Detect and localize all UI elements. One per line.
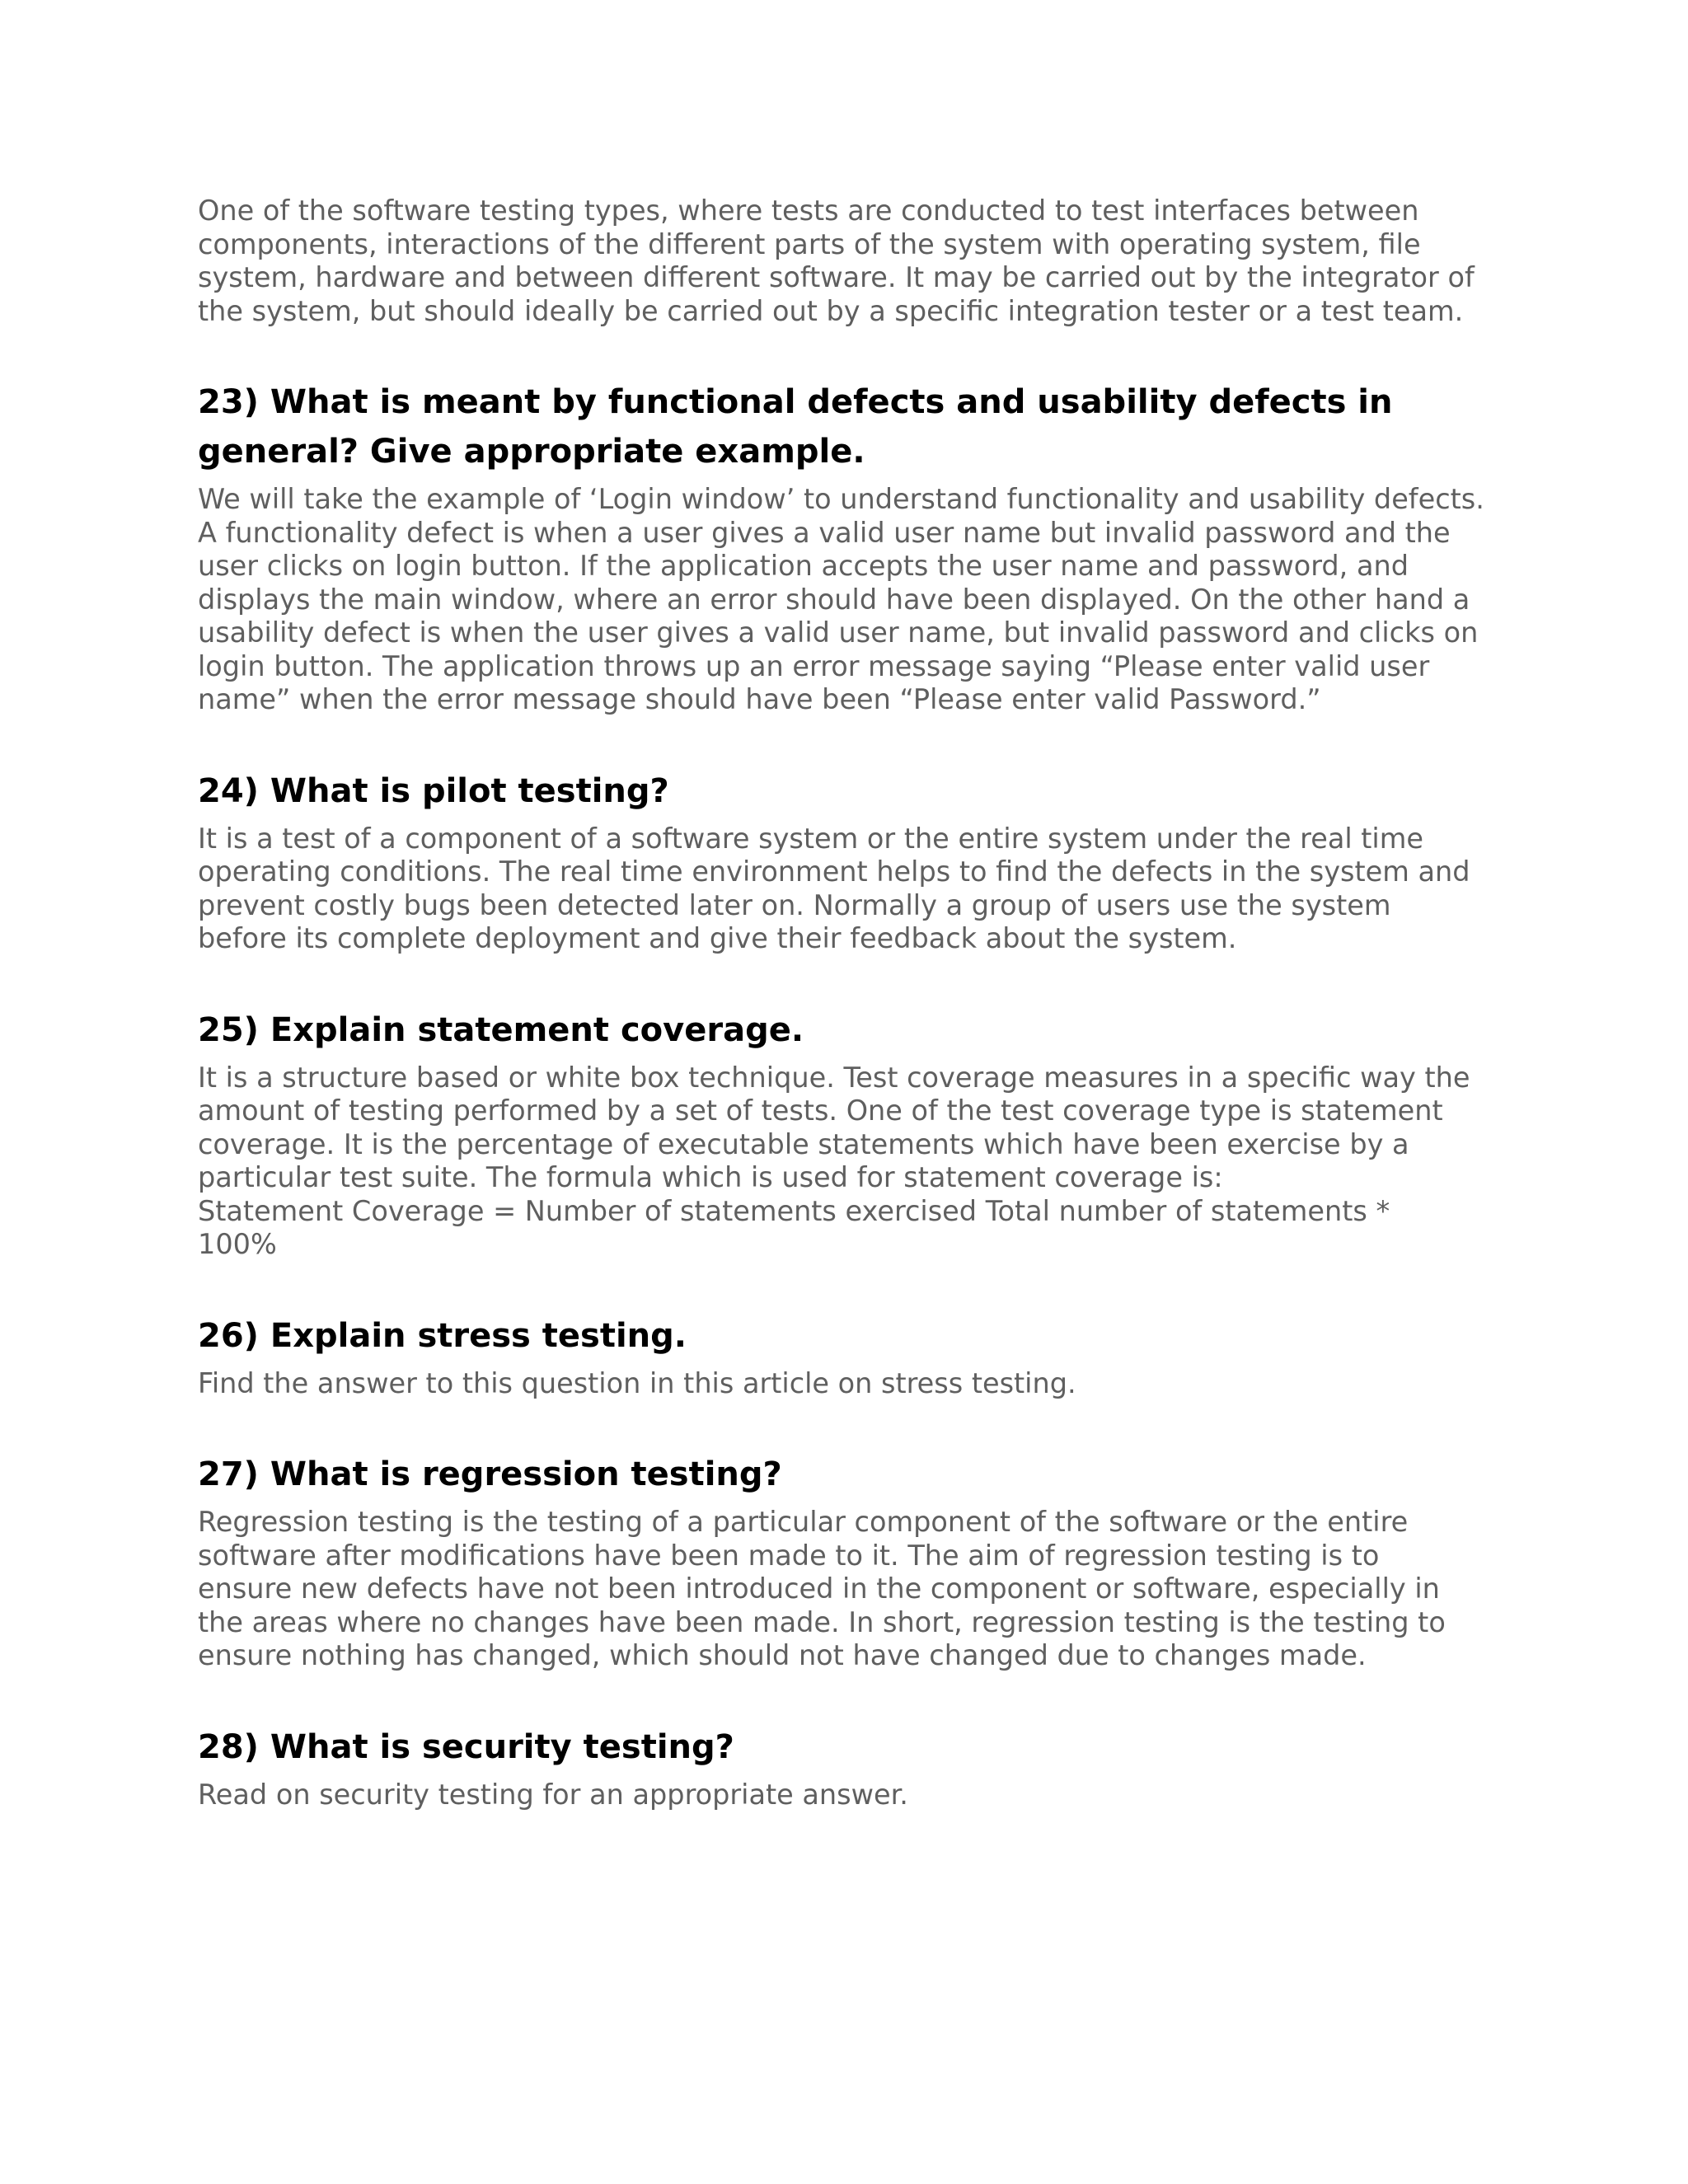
intro-paragraph: One of the software testing types, where tests are conducted to test interfaces between components, interactions of the different parts of the system with operating system, file system, hardware and between different software. It may be carried out by the integrator of the system, but should ideally be carried out by a specific integration tester or a test team. [198,194,1475,327]
section-body: It is a structure based or white box technique. Test coverage measures in a specific way the amount of testing performed by a set of tests. One of the test coverage type is statement coverage. It is the percentage of executable statements which have been exercise by a particular test suite. The formula which is used for statement coverage is: Statement Coverage = Number of statements exercised Total number of statements * 100% [198,1061,1470,1260]
section-28 [198,1722,1500,1812]
section-heading: 24) What is pilot testing? [198,771,669,810]
section-26 [198,1311,1500,1401]
section-heading: 26) Explain stress testing. [198,1316,687,1355]
section-heading: 23) What is meant by functional defects and usability defects in general? Give appropriate example. [198,383,1393,471]
section-body: It is a test of a component of a software system or the entire system under the real time operating conditions. The real time environment helps to find the defects in the system and prevent costly bugs been detected later on. Normally a group of users use the system before its complete deployment and give their feedback about the system. [198,822,1470,954]
document-page [198,194,1500,1811]
section-heading: 27) What is regression testing? [198,1455,782,1493]
section-27 [198,1450,1500,1673]
section-heading: 25) Explain statement coverage. [198,1010,804,1049]
section-heading: 28) What is security testing? [198,1727,734,1766]
section-23 [198,377,1500,717]
section-24 [198,766,1500,956]
section-body: Regression testing is the testing of a particular component of the software or the entire software after modifications have been made to it. The aim of regression testing is to ensure new defects have not been introduced in the component or software, especially in the areas where no changes have been made. In short, regression testing is the testing to ensure nothing has changed, which should not have changed due to changes made. [198,1506,1446,1671]
section-body: Read on security testing for an appropriate answer. [198,1778,908,1811]
section-25 [198,1005,1500,1262]
section-body: We will take the example of ‘Login window’ to understand functionality and usability defects. A functionality defect is when a user gives a valid user name but invalid password and the user clicks on login button. If the application accepts the user name and password, and displays the main window, where an error should have been displayed. On the other hand a usability defect is when the user gives a valid user name, but invalid password and clicks on login button. The application throws up an error message saying “Please enter valid user name” when the error message should have been “Please enter valid Password.” [198,483,1484,715]
section-body: Find the answer to this question in this article on stress testing. [198,1366,1076,1399]
